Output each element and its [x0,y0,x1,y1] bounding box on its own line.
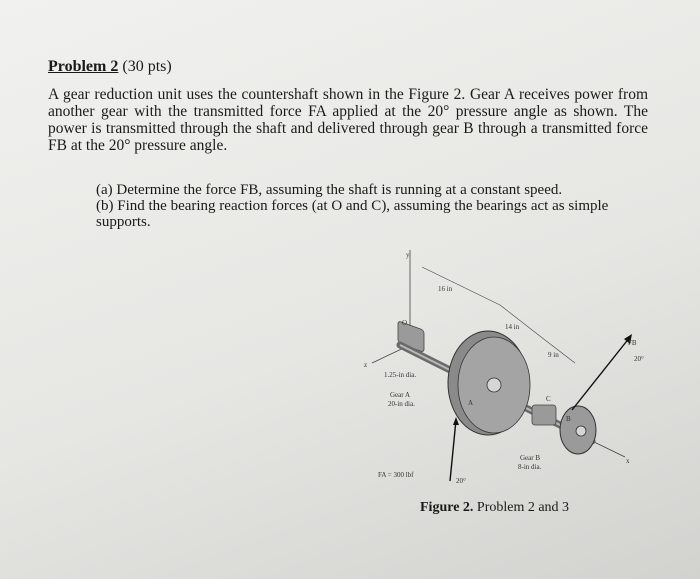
gear-b-name: Gear B [520,454,541,462]
force-fa-arrow [450,420,456,481]
x-axis-label: x [626,457,630,465]
problem-parts [96,182,616,230]
gear-a-name: Gear A [390,391,411,399]
gear-a-hub [487,378,501,392]
y-axis-label: y [406,251,410,259]
gear-b-diameter: 8-in dia. [518,463,542,471]
part-b: (b) Find the bearing reaction forces (at O and C), assuming the bearings act as simple supports. [96,198,609,230]
point-a-label: A [468,399,474,407]
problem-points: (30 pts) [122,58,172,75]
angle-a-label: 20° [456,477,466,485]
gear-b-hub [576,426,586,436]
bearing-c [532,405,556,425]
caption-rest: Problem 2 and 3 [473,500,570,515]
point-b-label: B [566,415,571,423]
shaft-diameter-label: 1.25-in dia. [384,371,417,379]
part-a: (a) Determine the force FB, assuming the shaft is running at a constant speed. [96,182,563,198]
dim-14-label: 14 in [505,323,520,331]
angle-b-label: 20° [634,355,644,363]
countershaft-figure [360,245,650,485]
z-axis-label: z [364,361,368,369]
point-o-label: O [402,319,408,327]
dim-line-16 [422,267,500,305]
caption-bold: Figure 2. [420,500,474,515]
gear-a-diameter: 20-in dia. [388,400,415,408]
dim-16-label: 16 in [438,285,453,293]
force-fb-label: FB [628,339,637,347]
force-fa-label: FA = 300 lbf [378,471,414,479]
problem-title [48,58,172,76]
figure-caption [420,500,569,516]
dim-9-label: 9 in [548,351,559,359]
problem-statement: A gear reduction unit uses the countershaft shown in the Figure 2. Gear A receives power from another gear with the transmitted force FA applied at the 20° pressure angle as shown. The power is transmitted through the shaft and delivered through gear B through a transmitted force FB at the 20° pressure angle. [48,86,648,154]
force-fb-arrow [572,337,630,410]
problem-heading: Problem 2 [48,58,119,75]
point-c-label: C [546,395,551,403]
x-axis-line [590,440,625,457]
